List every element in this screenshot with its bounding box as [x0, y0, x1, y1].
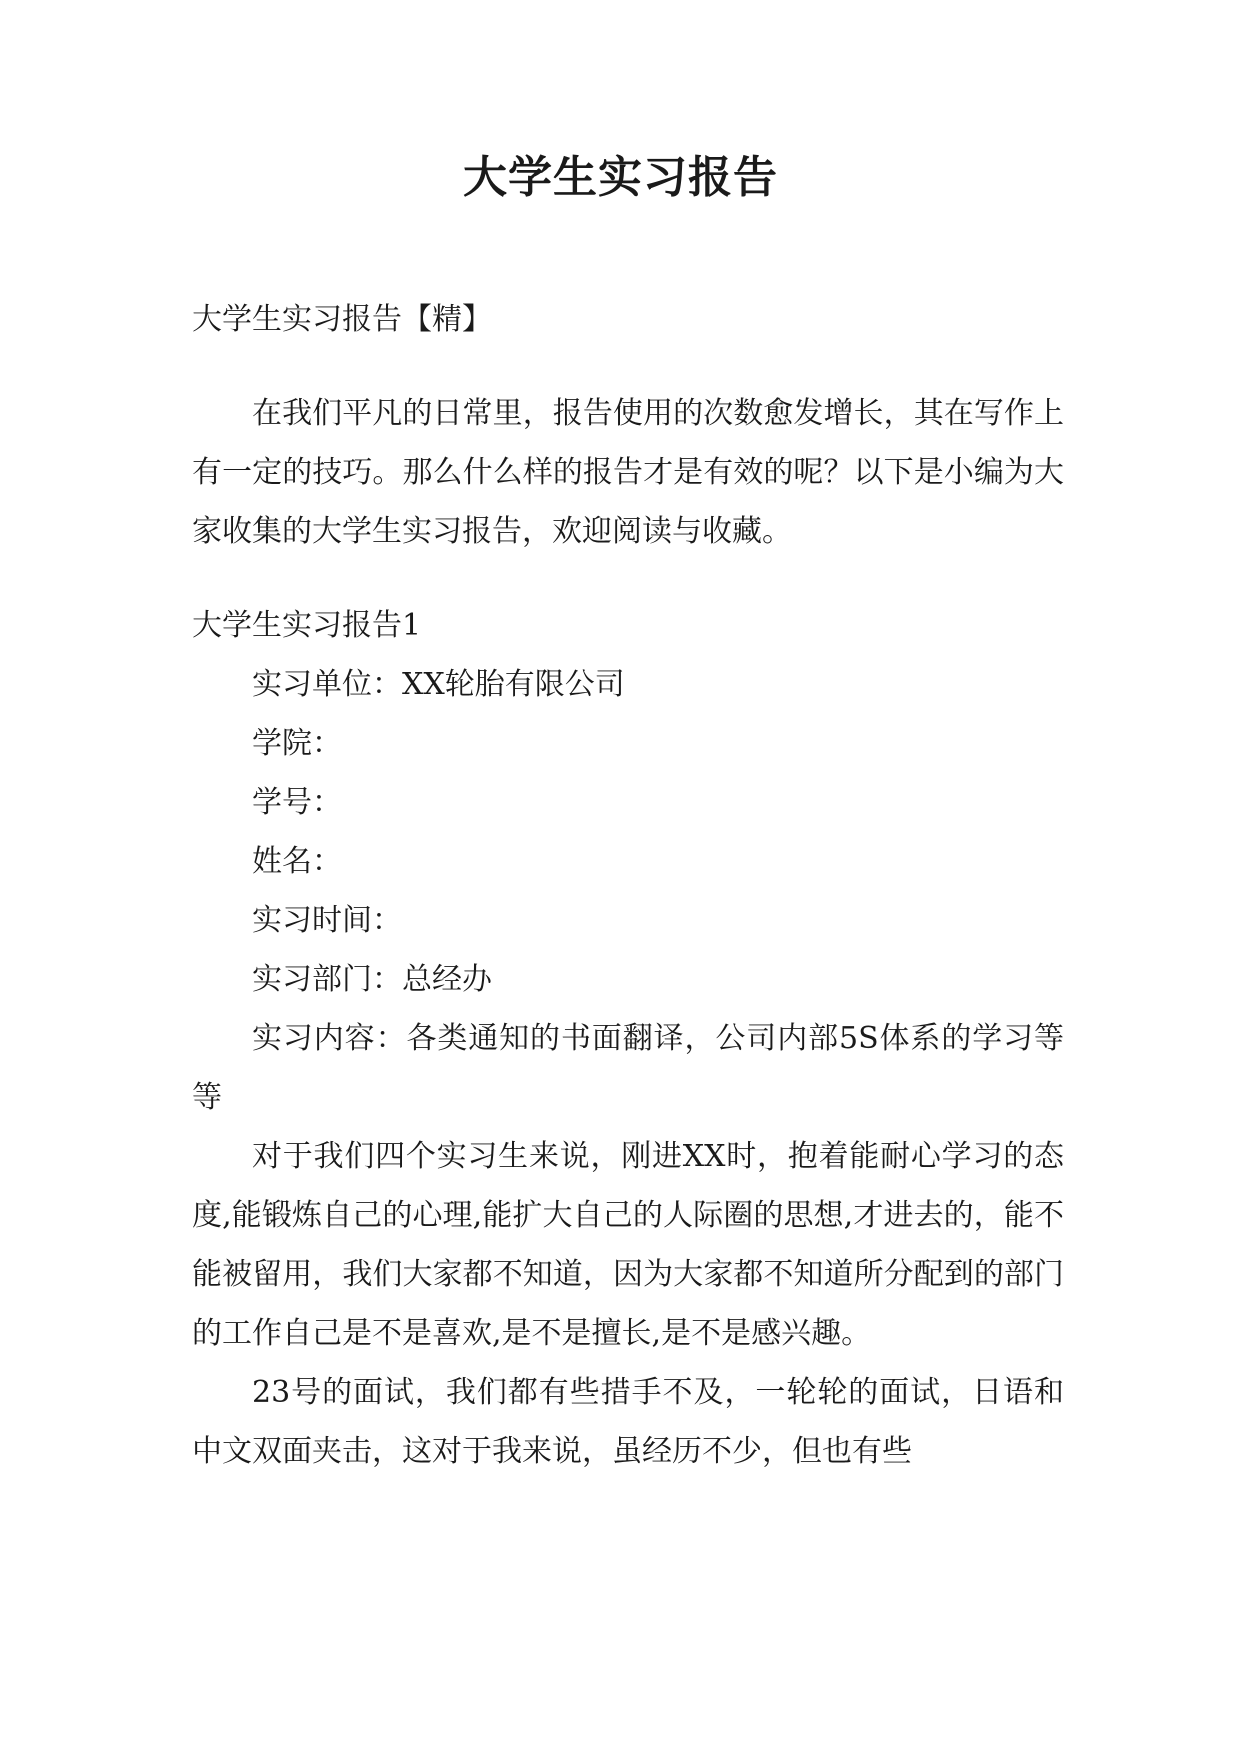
field-time: 实习时间： — [252, 903, 402, 938]
field-student-id: 学号： — [252, 785, 342, 820]
field-content: 实习内容：各类通知的书面翻译，公司内部5S体系的学习等等 — [192, 1021, 1064, 1115]
intro-paragraph: 在我们平凡的日常里，报告使用的次数愈发增长，其在写作上有一定的技巧。那么什么样的报告才是有效的呢？以下是小编为大家收集的大学生实习报告，欢迎阅读与收藏。 — [192, 396, 1064, 549]
document-subtitle: 大学生实习报告【精】 — [192, 302, 492, 337]
document-body — [192, 290, 1064, 1481]
section-heading: 大学生实习报告1 — [192, 608, 422, 643]
body-paragraph: 对于我们四个实习生来说，刚进XX时，抱着能耐心学习的态度,能锻炼自己的心理,能扩大自己的人际圈的思想,才进去的，能不能被留用，我们大家都不知道，因为大家都不知道所分配到的部门的工作自己是不是喜欢,是不是擅长,是不是感兴趣。 — [192, 1139, 1064, 1351]
field-college: 学院： — [252, 726, 342, 761]
document-title: 大学生实习报告 — [463, 152, 778, 203]
body-paragraph: 23号的面试，我们都有些措手不及，一轮轮的面试，日语和中文双面夹击，这对于我来说，虽经历不少，但也有些 — [192, 1375, 1064, 1469]
field-unit: 实习单位：XX轮胎有限公司 — [252, 667, 625, 702]
field-name: 姓名： — [252, 844, 342, 879]
field-department: 实习部门：总经办 — [252, 962, 492, 997]
